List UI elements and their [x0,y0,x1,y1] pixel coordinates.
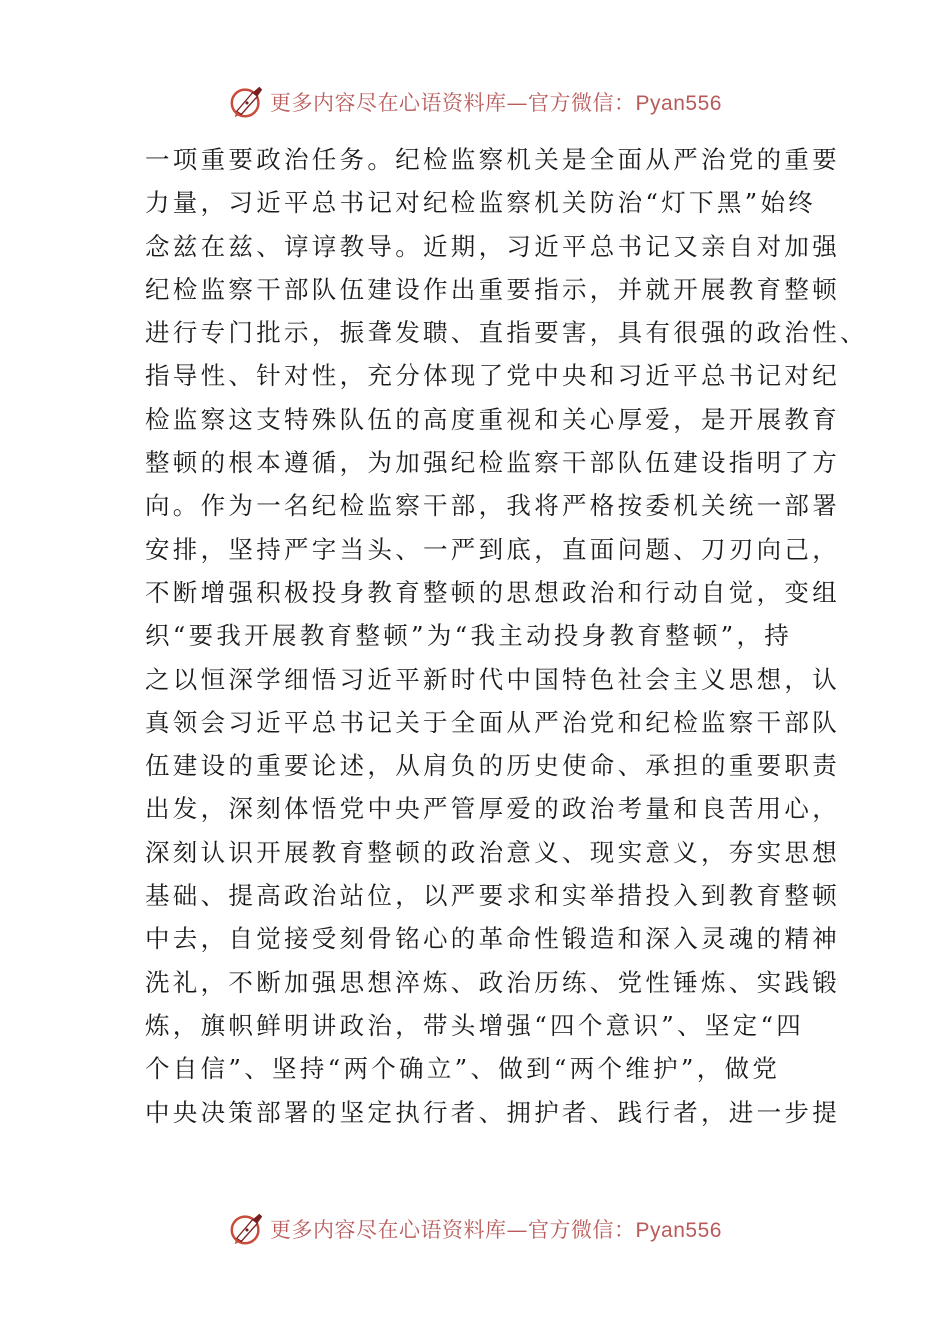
body-line: 一项重要政治任务。纪检监察机关是全面从严治党的重要 [145,145,840,174]
body-line: 向。作为一名纪检监察干部，我将严格按委机关统一部署 [145,491,840,521]
body-line: 伍建设的重要论述，从肩负的历史使命、承担的重要职责 [145,751,840,781]
body-line: 洗礼，不断加强思想淬炼、政治历练、党性锤炼、实践锻 [145,967,840,997]
body-line: 检监察这支特殊队伍的高度重视和关心厚爱，是开展教育 [145,404,840,434]
pen-nib-logo-icon [228,83,266,121]
document-body [145,138,868,1134]
body-line: 出发，深刻体悟党中央严管厚爱的政治考量和良苦用心， [145,794,840,824]
body-line: 个自信”、坚持“两个确立”、做到“两个维护”，做党 [145,1054,781,1084]
banner-text: 更多内容尽在心语资料库—官方微信：Pyan556 [270,1218,722,1242]
body-line: 不断增强积极投身教育整顿的思想政治和行动自觉，变组 [145,577,840,607]
body-line: 真领会习近平总书记关于全面从严治党和纪检监察干部队 [145,707,840,737]
body-line: 整顿的根本遵循，为加强纪检监察干部队伍建设指明了方 [145,448,840,478]
body-line: 织“要我开展教育整顿”为“我主动投身教育整顿”，持 [145,621,793,651]
body-line: 之以恒深学细悟习近平新时代中国特色社会主义思想，认 [145,664,840,694]
wechat-id: Pyan556 [635,1219,722,1242]
body-line: 纪检监察干部队伍建设作出重要指示，并就开展教育整顿 [145,274,840,304]
body-line: 中去，自觉接受刻骨铭心的革命性锻造和深入灵魂的精神 [145,924,840,954]
body-line: 安排，坚持严字当头、一严到底，直面问题、刀刃向己， [145,534,840,564]
pen-nib-logo-icon [228,1210,266,1248]
body-line: 力量，习近平总书记对纪检监察机关防治“灯下黑”始终 [145,188,817,218]
body-line: 炼，旗帜鲜明讲政治，带头增强“四个意识”、坚定“四 [145,1010,805,1040]
banner-text: 更多内容尽在心语资料库—官方微信：Pyan556 [270,91,722,115]
body-line: 深刻认识开展教育整顿的政治意义、现实意义，夯实思想 [145,837,840,867]
header-banner [0,80,950,124]
body-line: 指导性、针对性，充分体现了党中央和习近平总书记对纪 [145,361,840,391]
body-line: 进行专门批示，振聋发聩、直指要害，具有很强的政治性、 [145,318,868,348]
wechat-id: Pyan556 [635,92,722,115]
footer-banner [0,1207,950,1251]
body-line: 基础、提高政治站位，以严要求和实举措投入到教育整顿 [145,881,840,911]
body-line: 念兹在兹、谆谆教导。近期，习近平总书记又亲自对加强 [145,231,840,261]
body-line: 中央决策部署的坚定执行者、拥护者、践行者，进一步提 [145,1097,840,1127]
